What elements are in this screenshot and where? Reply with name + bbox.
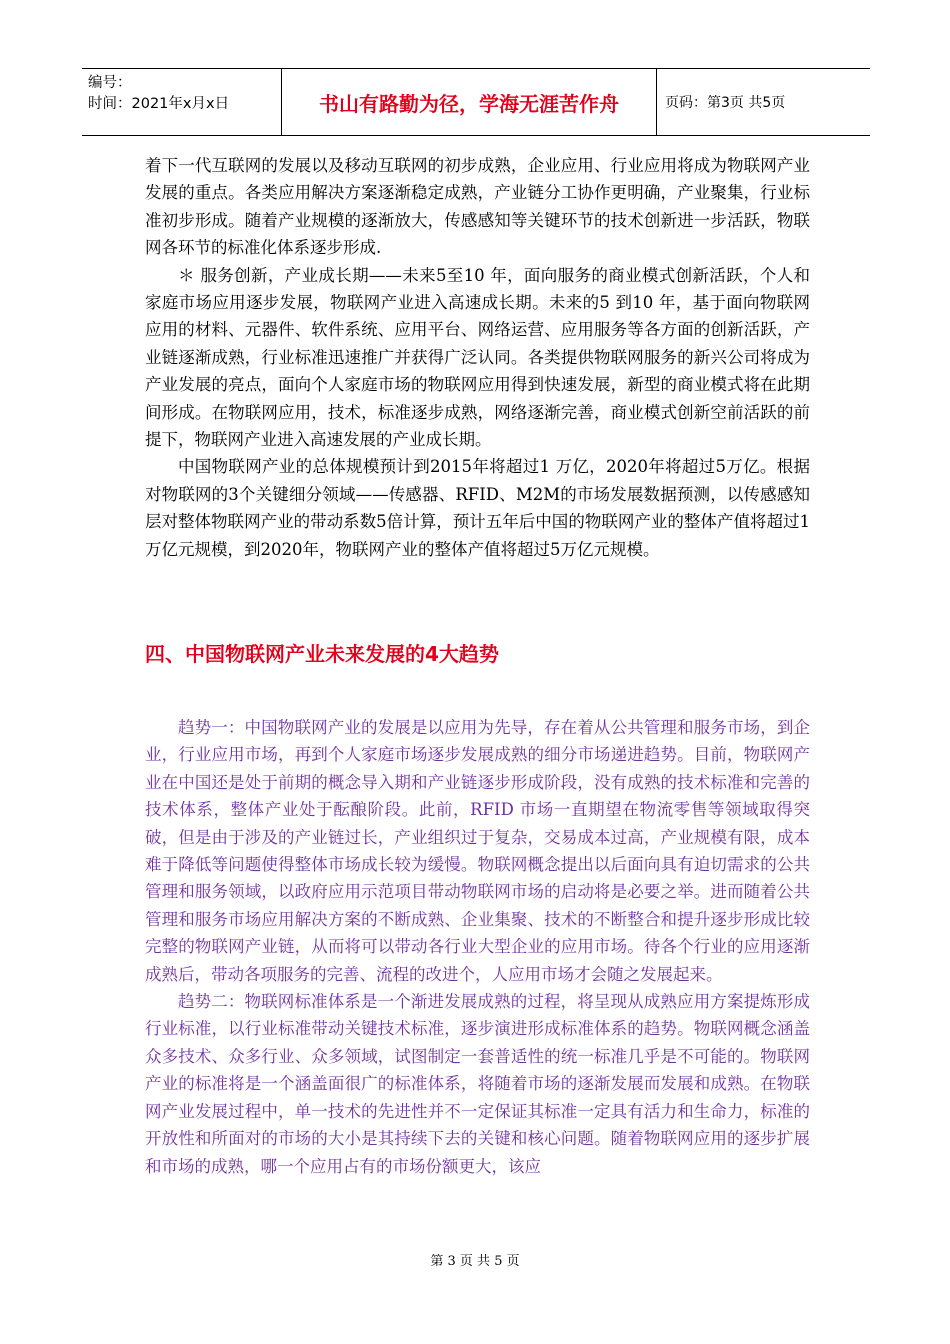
header-meta (82, 69, 282, 135)
document-number-label: 编号： (88, 75, 132, 91)
page-footer: 第 3 页 共 5 页 (430, 1254, 520, 1269)
header-motto: 书山有路勤为径，学海无涯苦作舟 (282, 69, 657, 135)
paragraph: 趋势二：物联网标准体系是一个渐进发展成熟的过程，将呈现从成熟应用方案提炼形成行业标准，以行业标准带动关键技术标准，逐步演进形成标准体系的趋势。物联网概念涵盖众多技术、众多行业、众多领域，试图制定一套普适性的统一标准几乎是不可能的。物联网产业的标准将是一个涵盖面很广的标准体系，将随着市场的逐渐发展而发展和成熟。在物联网产业发展过程中，单一技术的先进性并不一定保证其标准一定具有活力和生命力，标准的开放性和所面对的市场的大小是其持续下去的关键和核心问题。随着物联网应用的逐步扩展和市场的成熟，哪一个应用占有的市场份额更大，该应 (145, 992, 810, 1176)
section-heading: 四、中国物联网产业未来发展的4大趋势 (145, 642, 499, 666)
body-text-top (145, 152, 810, 563)
paragraph: 趋势一：中国物联网产业的发展是以应用为先导，存在着从公共管理和服务市场，到企业，行业应用市场，再到个人家庭市场逐步发展成熟的细分市场递进趋势。目前，物联网产业在中国还是处于前期的概念导入期和产业链逐步形成阶段，没有成熟的技术标准和完善的技术体系，整体产业处于酝酿阶段。此前，RFID 市场一直期望在物流零售等领域取得突破，但是由于涉及的产业链过长，产业组织过于复杂，交易成本过高，产业规模有限，成本难于降低等问题使得整体市场成长较为缓慢。物联网概念提出以后面向具有迫切需求的公共管理和服务领域，以政府应用示范项目带动物联网市场的启动将是必要之举。进而随着公共管理和服务市场应用解决方案的不断成熟、企业集聚、技术的不断整合和提升逐步形成比较完整的物联网产业链，从而将可以带动各行业大型企业的应用市场。待各个行业的应用逐渐成熟后，带动各项服务的完善、流程的改进个，人应用市场才会随之发展起来。 (145, 718, 810, 984)
document-time-label: 时间：2021年x月x日 (88, 96, 230, 112)
paragraph: 着下一代互联网的发展以及移动互联网的初步成熟，企业应用、行业应用将成为物联网产业发展的重点。各类应用解决方案逐渐稳定成熟，产业链分工协作更明确，产业聚集，行业标准初步形成。随着产业规模的逐渐放大，传感感知等关键环节的技术创新进一步活跃，物联网各环节的标准化体系逐步形成. (145, 156, 810, 258)
paragraph: ＊ 服务创新，产业成长期——未来5至10 年，面向服务的商业模式创新活跃，个人和家庭市场应用逐步发展，物联网产业进入高速成长期。未来的5 到10 年，基于面向物联网应用的材料、元器件、软件系统、应用平台、网络运营、应用服务等各方面的创新活跃，产业链逐渐成熟，行业标准迅速推广并获得广泛认同。各类提供物联网服务的新兴公司将成为产业发展的亮点，面向个人家庭市场的物联网应用得到快速发展，新型的商业模式将在此期间形成。在物联网应用，技术，标准逐步成熟，网络逐渐完善，商业模式创新空前活跃的前提下，物联网产业进入高速发展的产业成长期。 (145, 265, 810, 450)
header-page-number: 页码：第3页 共5页 (665, 95, 786, 111)
paragraph: 中国物联网产业的总体规模预计到2015年将超过1 万亿，2020年将超过5万亿。根据对物联网的3个关键细分领域——传感器、RFID、M2M的市场发展数据预测，以传感感知层对整体物联网产业的带动系数5倍计算，预计五年后中国的物联网产业的整体产值将超过1 万亿元规模，到2020年，物联网产业的整体产值将超过5万亿元规模。 (145, 457, 810, 559)
body-text-trends (145, 714, 810, 1180)
page-header (82, 68, 870, 136)
